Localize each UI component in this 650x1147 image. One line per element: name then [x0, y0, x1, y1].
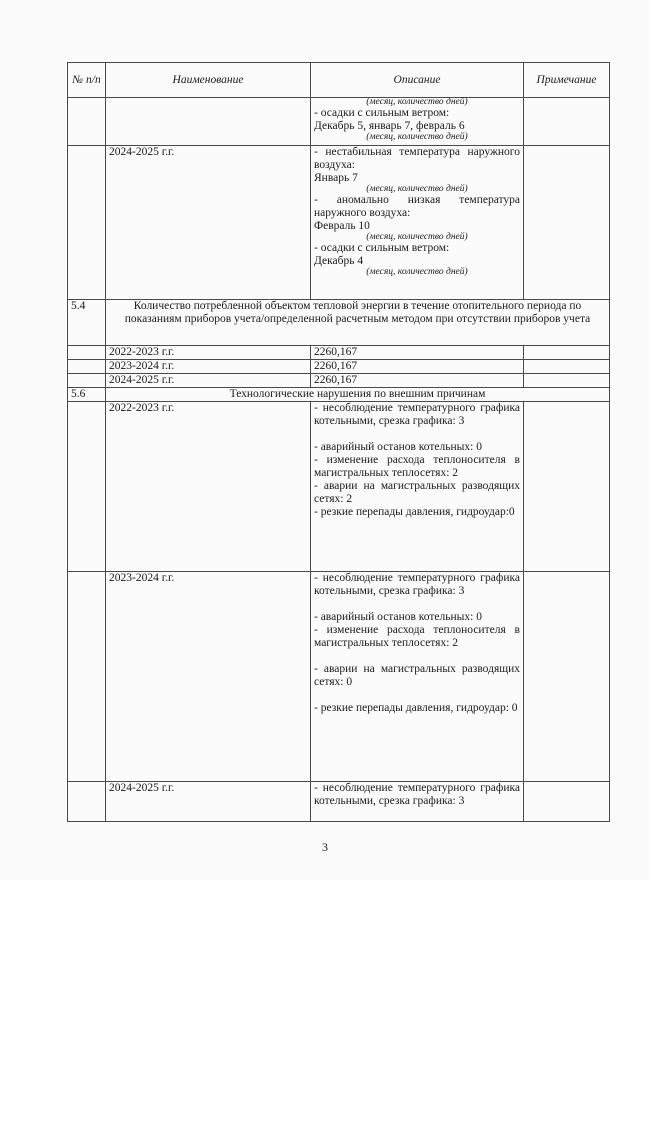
description-cell: - нестабильная температура наружного воздуха: Январь 7 (месяц, количество дней) - аномально низкая температура наружного воздуха: Февраль 10 (месяц, количество дней) - осадки с сильным ветром: Декабрь 4 (месяц, количество дней): [311, 146, 524, 300]
data-table: [67, 62, 610, 822]
description-cell: - несоблюдение температурного графика котельными, срезка графика: 3: [311, 782, 524, 822]
description-cell: - несоблюдение температурного графика котельными, срезка графика: 3 - аварийный останов котельных: 0 - изменение расхода теплоносителя в магистральных теплосетях: 2 - аварии на магистральных разводящих сетях: 2 - резкие перепады давления, гидроудар:0: [311, 402, 524, 572]
section-title: Количество потребленной объектом тепловой энергии в течение отопительного периода по показаниям приборов учета/определенной расчетным методом при отсутствии приборов учета: [106, 300, 610, 346]
table-row: [68, 98, 610, 146]
table-row: 2024-2025 г.г. - несоблюдение температурного графика котельными, срезка графика: 3: [68, 782, 610, 822]
description-cell: (месяц, количество дней) - осадки с сильным ветром: Декабрь 5, январь 7, февраль 6 (месяц, количество дней): [311, 98, 524, 146]
unit-note: (месяц, количество дней): [366, 132, 468, 142]
period-cell: 2024-2025 г.г.: [106, 146, 311, 300]
header-note: Примечание: [524, 63, 610, 98]
unit-note: (месяц, количество дней): [366, 97, 468, 107]
header-desc: Описание: [311, 63, 524, 98]
table-row: 2024-2025 г.г. 2260,167: [68, 374, 610, 388]
table-row: 2022-2023 г.г. 2260,167: [68, 346, 610, 360]
blank-area: [0, 880, 650, 1147]
header-num: № п/п: [68, 63, 106, 98]
header-name: Наименование: [106, 63, 311, 98]
table-row: [68, 146, 610, 300]
table-row: 2023-2024 г.г. 2260,167: [68, 360, 610, 374]
section-number: 5.6: [68, 388, 106, 402]
section-row: [68, 300, 610, 346]
table-header-row: [68, 63, 610, 98]
table-row: 2023-2024 г.г. - несоблюдение температурного графика котельными, срезка графика: 3 - аварийный останов котельных: 0 - изменение расхода теплоносителя в магистральных теплосетях: 2 - аварии на магистральных разводящих сетях: 0 - резкие перепады давления, гидроудар: 0: [68, 572, 610, 782]
section-row: [68, 388, 610, 402]
description-cell: - несоблюдение температурного графика котельными, срезка графика: 3 - аварийный останов котельных: 0 - изменение расхода теплоносителя в магистральных теплосетях: 2 - аварии на магистральных разводящих сетях: 0 - резкие перепады давления, гидроудар: 0: [311, 572, 524, 782]
section-number: 5.4: [68, 300, 106, 346]
table-row: 2022-2023 г.г. - несоблюдение температурного графика котельными, срезка графика: 3 - аварийный останов котельных: 0 - изменение расхода теплоносителя в магистральных теплосетях: 2 - аварии на магистральных разводящих сетях: 2 - резкие перепады давления, гидроудар:0: [68, 402, 610, 572]
section-title: Технологические нарушения по внешним причинам: [106, 388, 610, 402]
page-number: 3: [322, 840, 328, 854]
